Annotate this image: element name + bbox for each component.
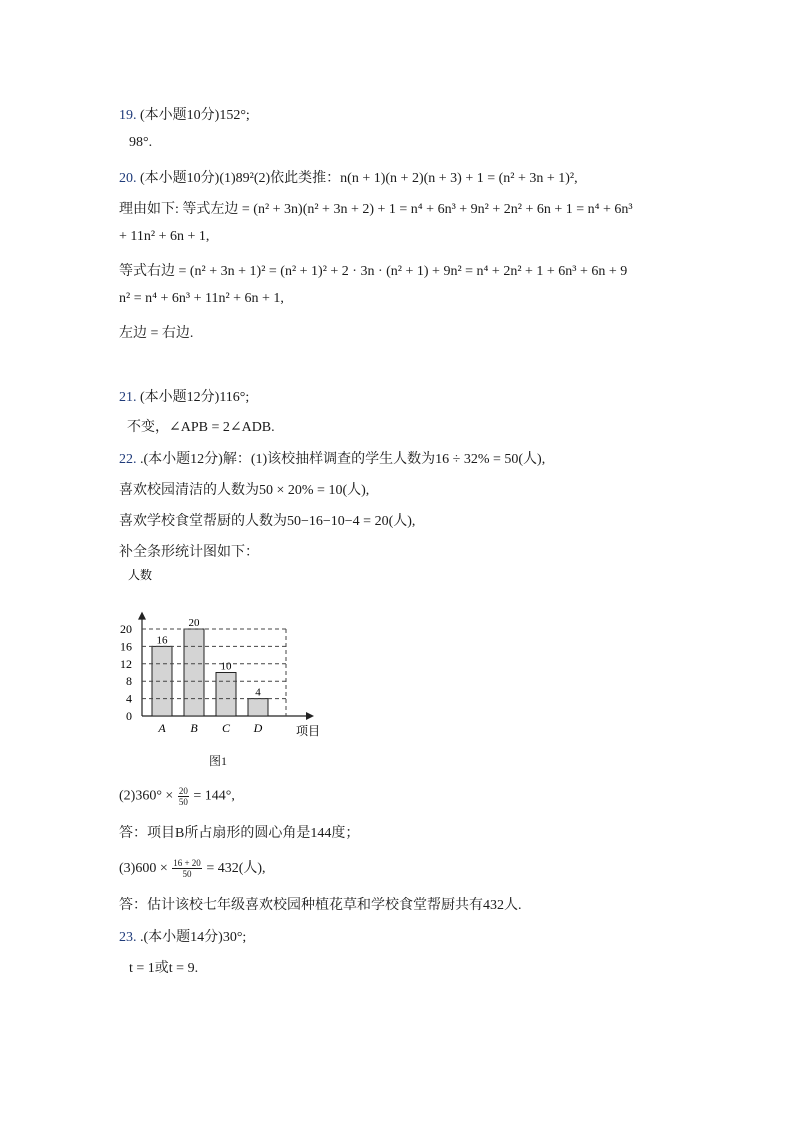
q19-heading [119,104,250,124]
q20-line-2: 理由如下: 等式左边 = (n² + 3n)(n² + 3n + 2) + 1 = n⁴ + 6n³ + 9n² + 2n² + 6n + 1 = n⁴ + 6n³ [119,202,633,217]
bar [216,673,236,717]
q22-answer-3: 答：估计该校七年级喜欢校园种植花草和学校食堂帮厨共有432人. [119,898,522,913]
x-axis-arrow-icon [306,712,314,720]
q22-heading [119,448,545,468]
q22-part-3-result: = 432(人), [206,861,266,876]
question-number: 21. [119,390,137,405]
chart-caption: 图1 [209,754,228,768]
category-label: C [221,721,231,735]
q20-line-4: 等式右边 = (n² + 3n + 1)² = (n² + 1)² + 2 · 3n · (n² + 1) + 9n² = n⁴ + 2n² + 1 + 6n³ + 6n + 9 [119,264,628,279]
q20-heading [119,167,578,187]
q19-answer-2: 98°. [129,135,153,150]
y-tick-label: 4 [126,691,132,706]
q21-answer-1: (本小题12分)116°; [140,390,250,405]
q21-answer-2: 不变，∠APB = 2∠ADB. [127,420,275,435]
q22-part-2-expr: (2)360° × [119,788,174,804]
q22-line-3: 喜欢学校食堂帮厨的人数为50−16−10−4 = 20(人), [119,514,416,529]
y-tick-label: 16 [120,639,132,654]
y-axis-arrow-icon [138,612,146,620]
x-axis-label: 项目 [296,724,321,738]
fraction-denominator: 50 [182,869,192,880]
q20-line-6: 左边 = 右边. [119,326,194,341]
y-tick-label: 8 [126,674,132,689]
category-label: D [253,721,263,735]
bar-value-label: 16 [156,634,168,647]
q21-heading [119,386,249,406]
question-number: 20. [119,171,137,186]
q23-answer-1: .(本小题14分)30°; [140,930,247,945]
bar-value-label: 10 [220,660,232,673]
q22-answer-2: 答：项目B所占扇形的圆心角是144度； [119,826,360,841]
bar-value-label: 4 [255,686,261,699]
fraction [172,858,202,879]
bar [248,699,268,716]
fraction-numerator: 20 [178,786,188,796]
q22-part-2-result: = 144°, [193,788,235,804]
category-label: B [190,721,198,735]
q23-answer-2: t = 1或t = 9. [129,961,199,976]
q19-answer-1: (本小题10分)152°; [140,108,250,123]
q20-answer-1: (本小题10分)(1)89²(2)依此类推：n(n + 1)(n + 2)(n + 3) + 1 = (n² + 3n + 1)², [140,171,578,186]
bar [152,646,172,716]
y-tick-label: 20 [120,622,132,636]
q22-answer-1: .(本小题12分)解：(1)该校抽样调查的学生人数为16 ÷ 32% = 50(人), [140,452,546,467]
bar [184,629,204,716]
category-label: A [158,721,166,735]
y-tick-label: 12 [120,656,132,671]
q20-line-5: n² = n⁴ + 6n³ + 11n² + 6n + 1, [119,291,284,306]
q22-part-3 [119,857,266,879]
fraction-denominator: 50 [178,797,188,807]
question-number: 19. [119,108,137,123]
bar-chart [118,563,328,743]
q22-line-4: 补全条形统计图如下： [119,545,259,560]
q22-part-2 [119,786,235,807]
question-number: 22. [119,452,137,467]
q22-part-3-expr: (3)600 × [119,861,168,876]
fraction-numerator: 16 + 20 [173,858,201,869]
fraction [178,786,189,807]
q22-line-2: 喜欢校园清洁的人数为50 × 20% = 10(人), [119,483,370,498]
question-number: 23. [119,930,137,945]
q23-heading [119,926,246,946]
bar-value-label: 20 [188,617,200,629]
q20-line-3: + 11n² + 6n + 1, [119,229,210,244]
y-axis-label: 人数 [128,568,153,582]
y-tick-label: 0 [126,709,132,723]
